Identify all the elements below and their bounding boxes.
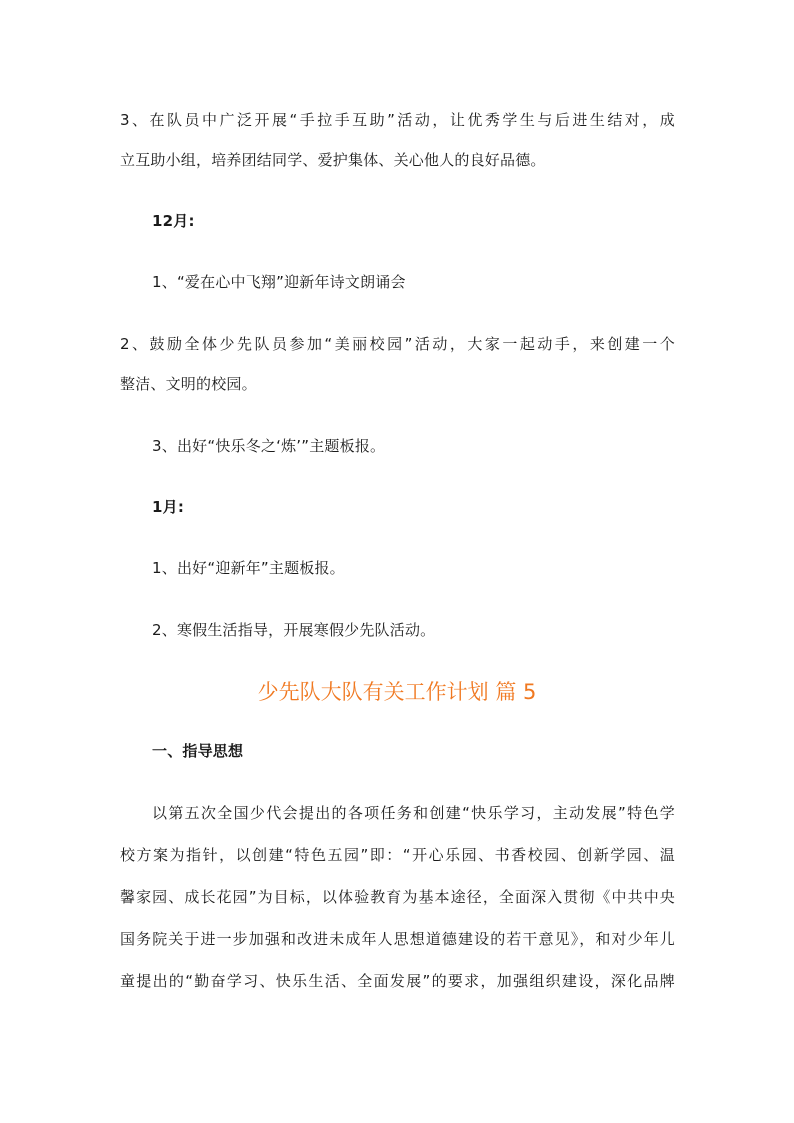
month-heading-january: 1月:: [152, 498, 185, 516]
paragraph-line: 3、在队员中广泛开展“手拉手互助”活动，让优秀学生与后进生结对，成: [120, 111, 675, 129]
list-item: 3、出好“快乐冬之‘炼’”主题板报。: [152, 437, 386, 455]
month-heading-december: 12月:: [152, 212, 195, 230]
paragraph-line: 2、鼓励全体少先队员参加“美丽校园”活动，大家一起动手，来创建一个: [120, 335, 675, 353]
list-item: 2、寒假生活指导，开展寒假少先队活动。: [152, 621, 436, 639]
paragraph-line: 以第五次全国少代会提出的各项任务和创建“快乐学习，主动发展”特色学: [152, 804, 675, 822]
paragraph-line: 校方案为指针，以创建“特色五园”即：“开心乐园、书香校园、创新学园、温: [120, 846, 675, 864]
list-item: 1、“爱在心中飞翔”迎新年诗文朗诵会: [152, 273, 406, 291]
list-item: 1、出好“迎新年”主题板报。: [152, 559, 345, 577]
section-title: 少先队大队有关工作计划 篇 5: [257, 680, 537, 704]
paragraph-line: 整洁、文明的校园。: [120, 375, 257, 393]
paragraph-line: 馨家园、成长花园”为目标，以体验教育为基本途径，全面深入贯彻《中共中央: [120, 888, 675, 906]
paragraph-line: 童提出的“勤奋学习、快乐生活、全面发展”的要求，加强组织建设，深化品牌: [120, 972, 675, 990]
section-subheading: 一、指导思想: [152, 742, 244, 760]
paragraph-line: 立互助小组，培养团结同学、爱护集体、关心他人的良好品德。: [120, 151, 546, 169]
paragraph-line: 国务院关于进一步加强和改进未成年人思想道德建设的若干意见》，和对少年儿: [120, 930, 675, 948]
